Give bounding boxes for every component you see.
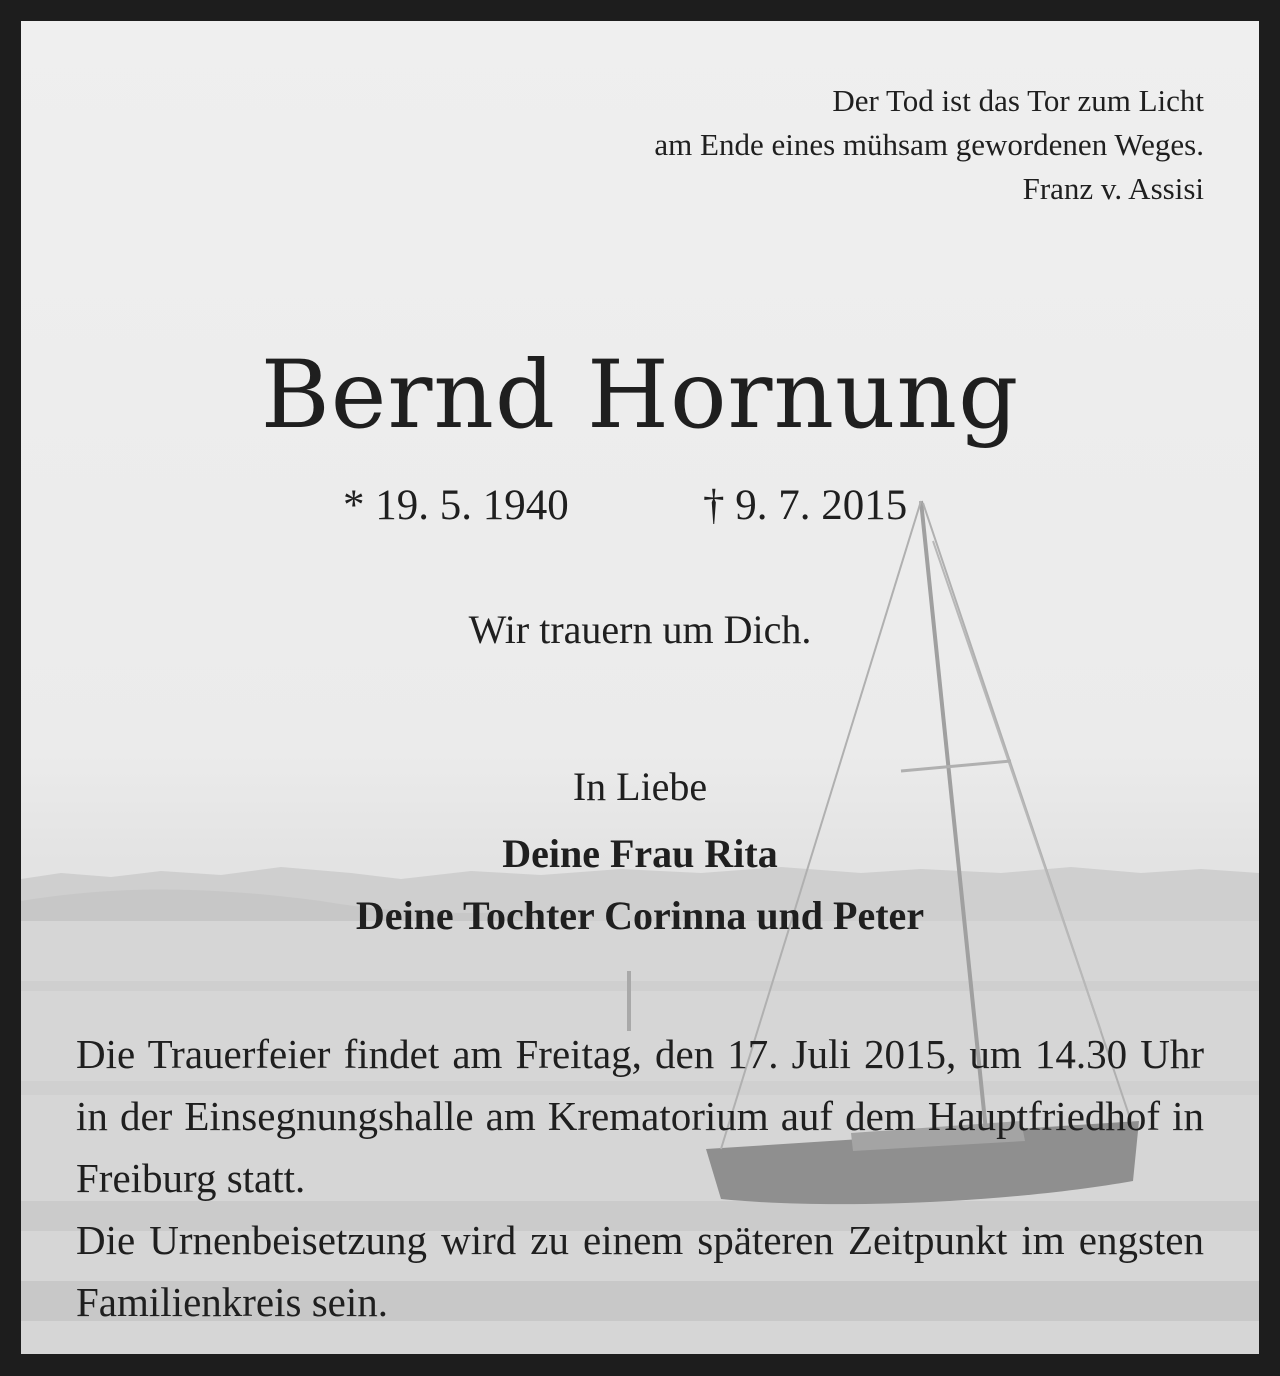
motto-line: Der Tod ist das Tor zum Licht <box>832 83 1204 118</box>
motto-line: am Ende eines mühsam gewordenen Weges. <box>654 127 1204 162</box>
obituary-content <box>21 21 1259 1354</box>
mourner-name: Deine Tochter Corinna und Peter <box>355 893 925 938</box>
motto-quote <box>654 79 1204 211</box>
mourning-line: Wir trauern um Dich. <box>468 607 812 652</box>
funeral-details: Die Trauerfeier findet am Freitag, den 17. Juli 2015, um 14.30 Uhr in der Einsegnungshalle am Krematorium auf dem Hauptfriedhof in Freiburg statt. <box>76 1031 1204 1201</box>
deceased-name: Bernd Hornung <box>260 341 1020 450</box>
signature-intro: In Liebe <box>572 764 708 809</box>
death-date: † 9. 7. 2015 <box>703 482 908 529</box>
mourner-name: Deine Frau Rita <box>502 831 778 876</box>
mourners-list <box>21 823 1259 947</box>
motto-author: Franz v. Assisi <box>1022 171 1204 206</box>
birth-date: * 19. 5. 1940 <box>343 482 569 529</box>
funeral-notice <box>76 1023 1204 1333</box>
urn-burial-details: Die Urnenbeisetzung wird zu einem späteren Zeitpunkt im engsten Familienkreis sein. <box>76 1217 1204 1325</box>
